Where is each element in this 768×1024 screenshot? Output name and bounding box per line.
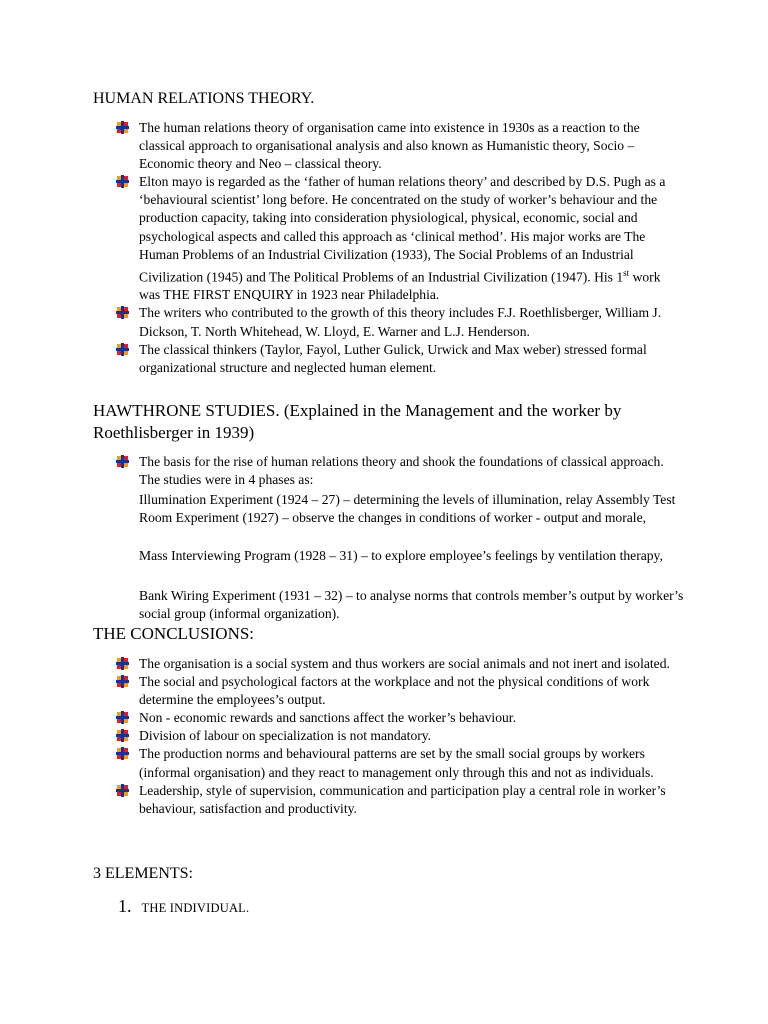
list-item (112, 453, 682, 489)
numbered-item (118, 896, 249, 917)
section-heading-conclusions: THE CONCLUSIONS: (93, 624, 255, 643)
item-text: THE INDIVIDUAL. (141, 901, 250, 915)
list-item (112, 709, 682, 727)
bullet-icon (116, 343, 129, 356)
bullet-icon (116, 306, 129, 319)
section-heading-human-relations: HUMAN RELATIONS THEORY. (93, 90, 315, 107)
bullet-icon (116, 747, 129, 760)
list-item-text-tail: work was THE FIRST ENQUIRY in 1923 near Philadelphia. (139, 269, 661, 303)
list-item (112, 655, 682, 673)
phase-bank-wiring: Bank Wiring Experiment (1931 – 32) – to analyse norms that controls member’s output by worker’s social group (informal organization). (139, 588, 684, 622)
phase-mass-interviewing: Mass Interviewing Program (1928 – 31) – to explore employee’s feelings by ventilation therapy, (139, 548, 663, 563)
list-item (112, 727, 682, 745)
section-heading-hawthorne: HAWTHRONE STUDIES. (Explained in the Management and the worker by Roethlisberger in 1939) (93, 401, 622, 442)
bullet-icon (116, 657, 129, 670)
list-item-text: The human relations theory of organisation came into existence in 1930s as a reaction to the classical approach to organisational analysis and also known as Humanistic theory, Socio – Economic theory and Neo – classical theory. (139, 120, 640, 172)
bullet-icon (116, 729, 129, 742)
list-item-text: Non - economic rewards and sanctions affect the worker’s behaviour. (139, 710, 516, 726)
bullet-icon (116, 784, 129, 797)
bullet-icon (116, 675, 129, 688)
hawthorne-list (112, 453, 682, 489)
list-item (112, 745, 682, 781)
list-item-text: The organisation is a social system and thus workers are social animals and not inert and isolated. (139, 656, 670, 671)
list-item-text: The production norms and behavioural patterns are set by the small social groups by workers (informal organisation) and they react to management only through this and not as individuals. (139, 746, 654, 780)
bullet-icon (116, 711, 129, 724)
list-item-text: The classical thinkers (Taylor, Fayol, Luther Gulick, Urwick and Max weber) stressed formal organizational structure and neglected human element. (139, 341, 647, 375)
section-heading-elements: 3 ELEMENTS: (93, 865, 193, 882)
bullet-icon (116, 455, 129, 468)
list-item (112, 173, 682, 304)
list-item-text: Elton mayo is regarded as the ‘father of human relations theory’ and described by D.S. Pugh as a ‘behavioural scientist’ long before. He concentrated on the study of worker’s behaviour and the production capacity, taking into consideration physiological, physical, economic, social and psychological aspects and called this approach as ‘clinical method’. His major works are The Human Problems of an Industrial Civilization (1933), The Social Problems of an Industrial Civilization (1945) and The Political Problems of an Industrial Civilization (1947). His 1 (139, 174, 666, 285)
bullet-icon (116, 121, 129, 134)
conclusions-list (112, 655, 682, 818)
superscript: st (623, 267, 630, 278)
list-item (112, 673, 682, 709)
list-item (112, 782, 682, 818)
list-item-text: Leadership, style of supervision, communication and participation play a central role in worker’s behaviour, satisfaction and productivity. (139, 782, 666, 816)
list-item (112, 304, 682, 340)
list-item-text: The writers who contributed to the growth of this theory includes F.J. Roethlisberger, William J. Dickson, T. North Whitehead, W. Lloyd, E. Warner and L.J. Henderson. (139, 305, 662, 339)
bullet-icon (116, 175, 129, 188)
list-item-text: The basis for the rise of human relations theory and shook the foundations of classical approach. The studies were in 4 phases as: (139, 454, 664, 488)
item-number: 1. (118, 896, 132, 916)
list-item-text: Division of labour on specialization is not mandatory. (139, 728, 432, 744)
list-item-text: The social and psychological factors at the workplace and not the physical conditions of work determine the employees’s output. (139, 674, 650, 708)
human-relations-list (112, 119, 682, 377)
list-item (112, 341, 682, 377)
list-item (112, 119, 682, 173)
phase-illumination: Illumination Experiment (1924 – 27) – determining the levels of illumination, relay Assembly Test Room Experiment (1927) – observe the changes in conditions of worker - output and morale, (139, 492, 676, 526)
